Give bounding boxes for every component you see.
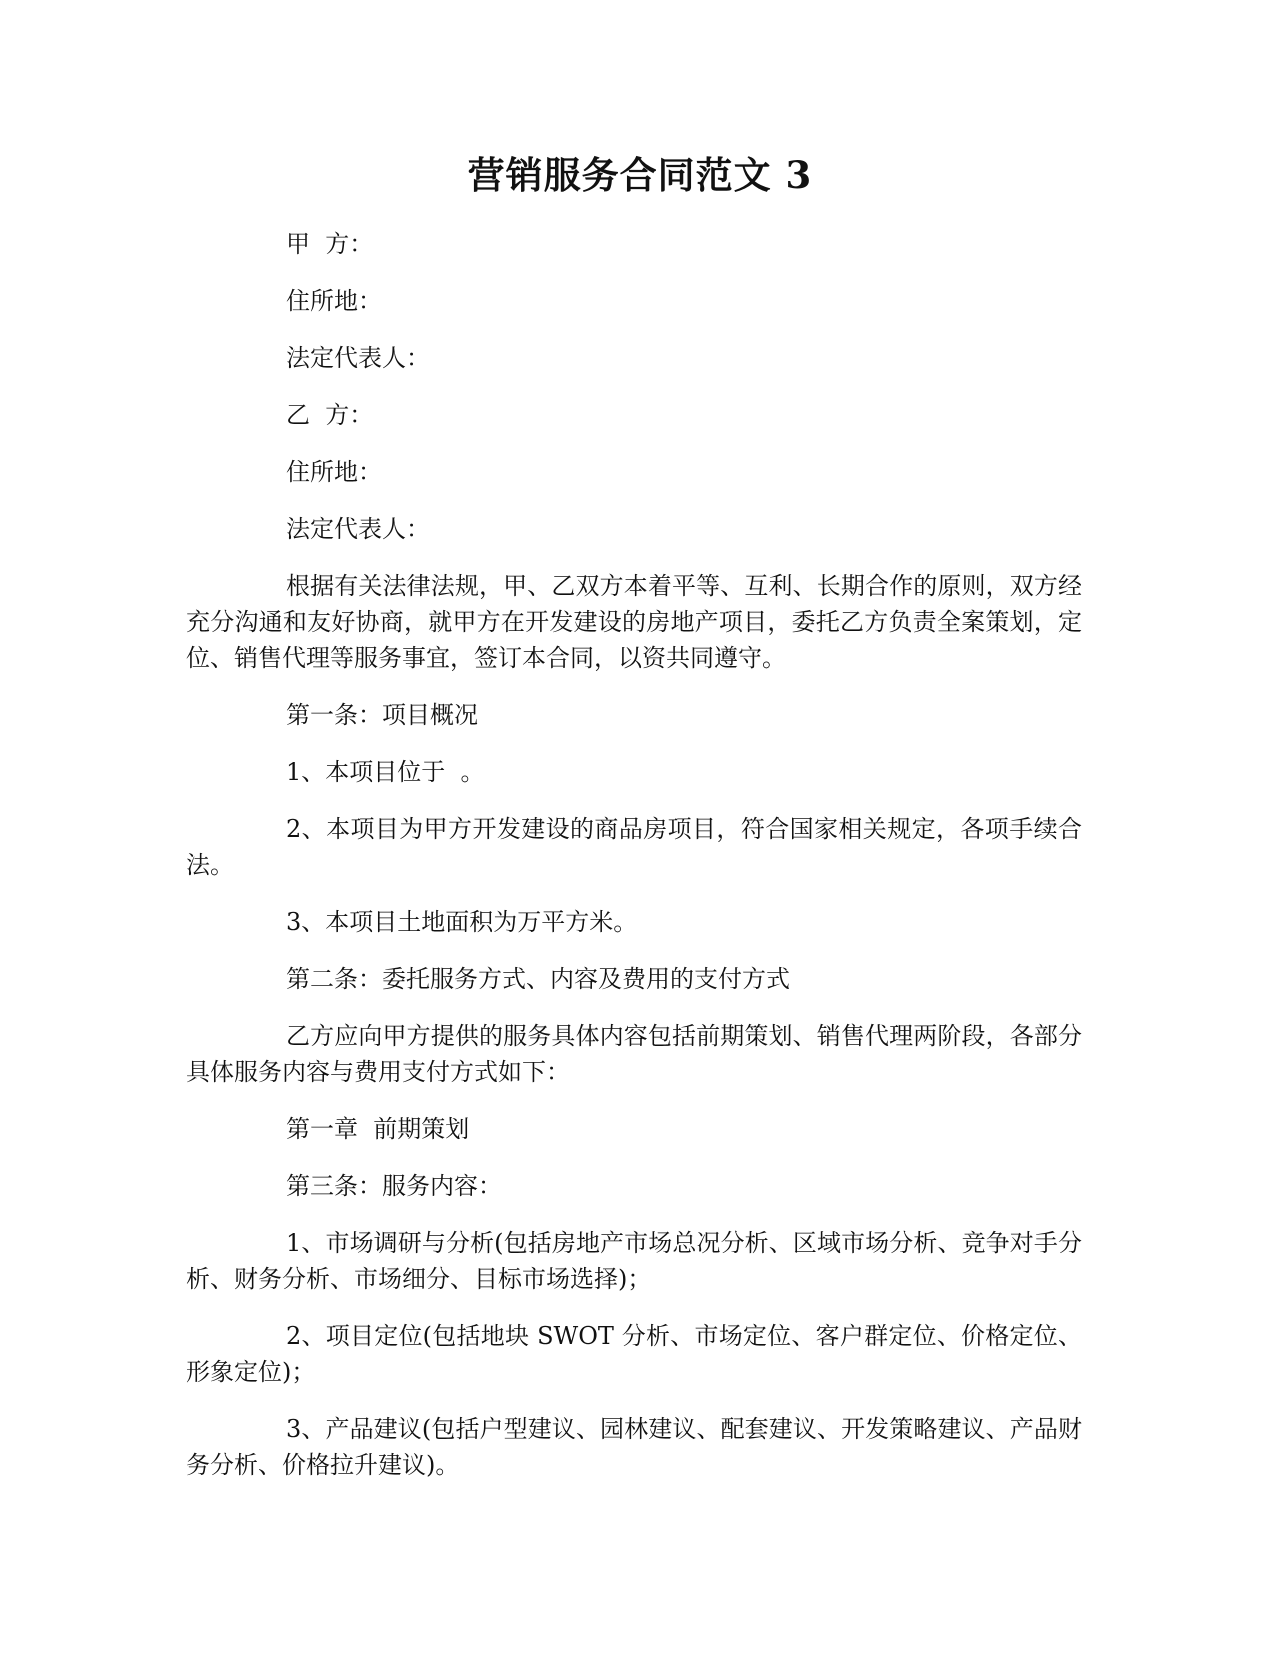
document-body [186,226,1082,1504]
party-b-label: 乙 方： [286,401,374,429]
article-3-heading: 第三条：服务内容： [286,1172,502,1200]
document-title: 营销服务合同范文 3 [467,153,813,197]
article-3-item-3: 3、产品建议(包括户型建议、园林建议、配套建议、开发策略建议、产品财务分析、价格拉升建议)。 [186,1415,1082,1479]
article-3-item-2: 2、项目定位(包括地块 SWOT 分析、市场定位、客户群定位、价格定位、形象定位)； [186,1322,1082,1386]
party-a-representative-label: 法定代表人： [286,344,430,372]
article-2-body: 乙方应向甲方提供的服务具体内容包括前期策划、销售代理两阶段，各部分具体服务内容与费用支付方式如下： [186,1022,1082,1086]
article-3-item-1: 1、市场调研与分析(包括房地产市场总况分析、区域市场分析、竞争对手分析、财务分析、市场细分、目标市场选择)； [186,1229,1082,1293]
article-1-heading: 第一条：项目概况 [286,701,478,729]
article-2-heading: 第二条：委托服务方式、内容及费用的支付方式 [286,965,790,993]
chapter-1-heading: 第一章 前期策划 [286,1115,470,1143]
preamble-paragraph: 根据有关法律法规，甲、乙双方本着平等、互利、长期合作的原则，双方经充分沟通和友好协商，就甲方在开发建设的房地产项目，委托乙方负责全案策划，定位、销售代理等服务事宜，签订本合同，以资共同遵守。 [186,572,1082,672]
article-1-item-2: 2、本项目为甲方开发建设的商品房项目，符合国家相关规定，各项手续合法。 [186,815,1082,879]
party-b-representative-label: 法定代表人： [286,515,430,543]
party-b-address-label: 住所地： [286,458,382,486]
article-1-item-3: 3、本项目土地面积为万平方米。 [286,908,638,936]
article-1-item-1: 1、本项目位于 。 [286,758,485,786]
party-a-label: 甲 方： [286,230,374,258]
party-a-address-label: 住所地： [286,287,382,315]
